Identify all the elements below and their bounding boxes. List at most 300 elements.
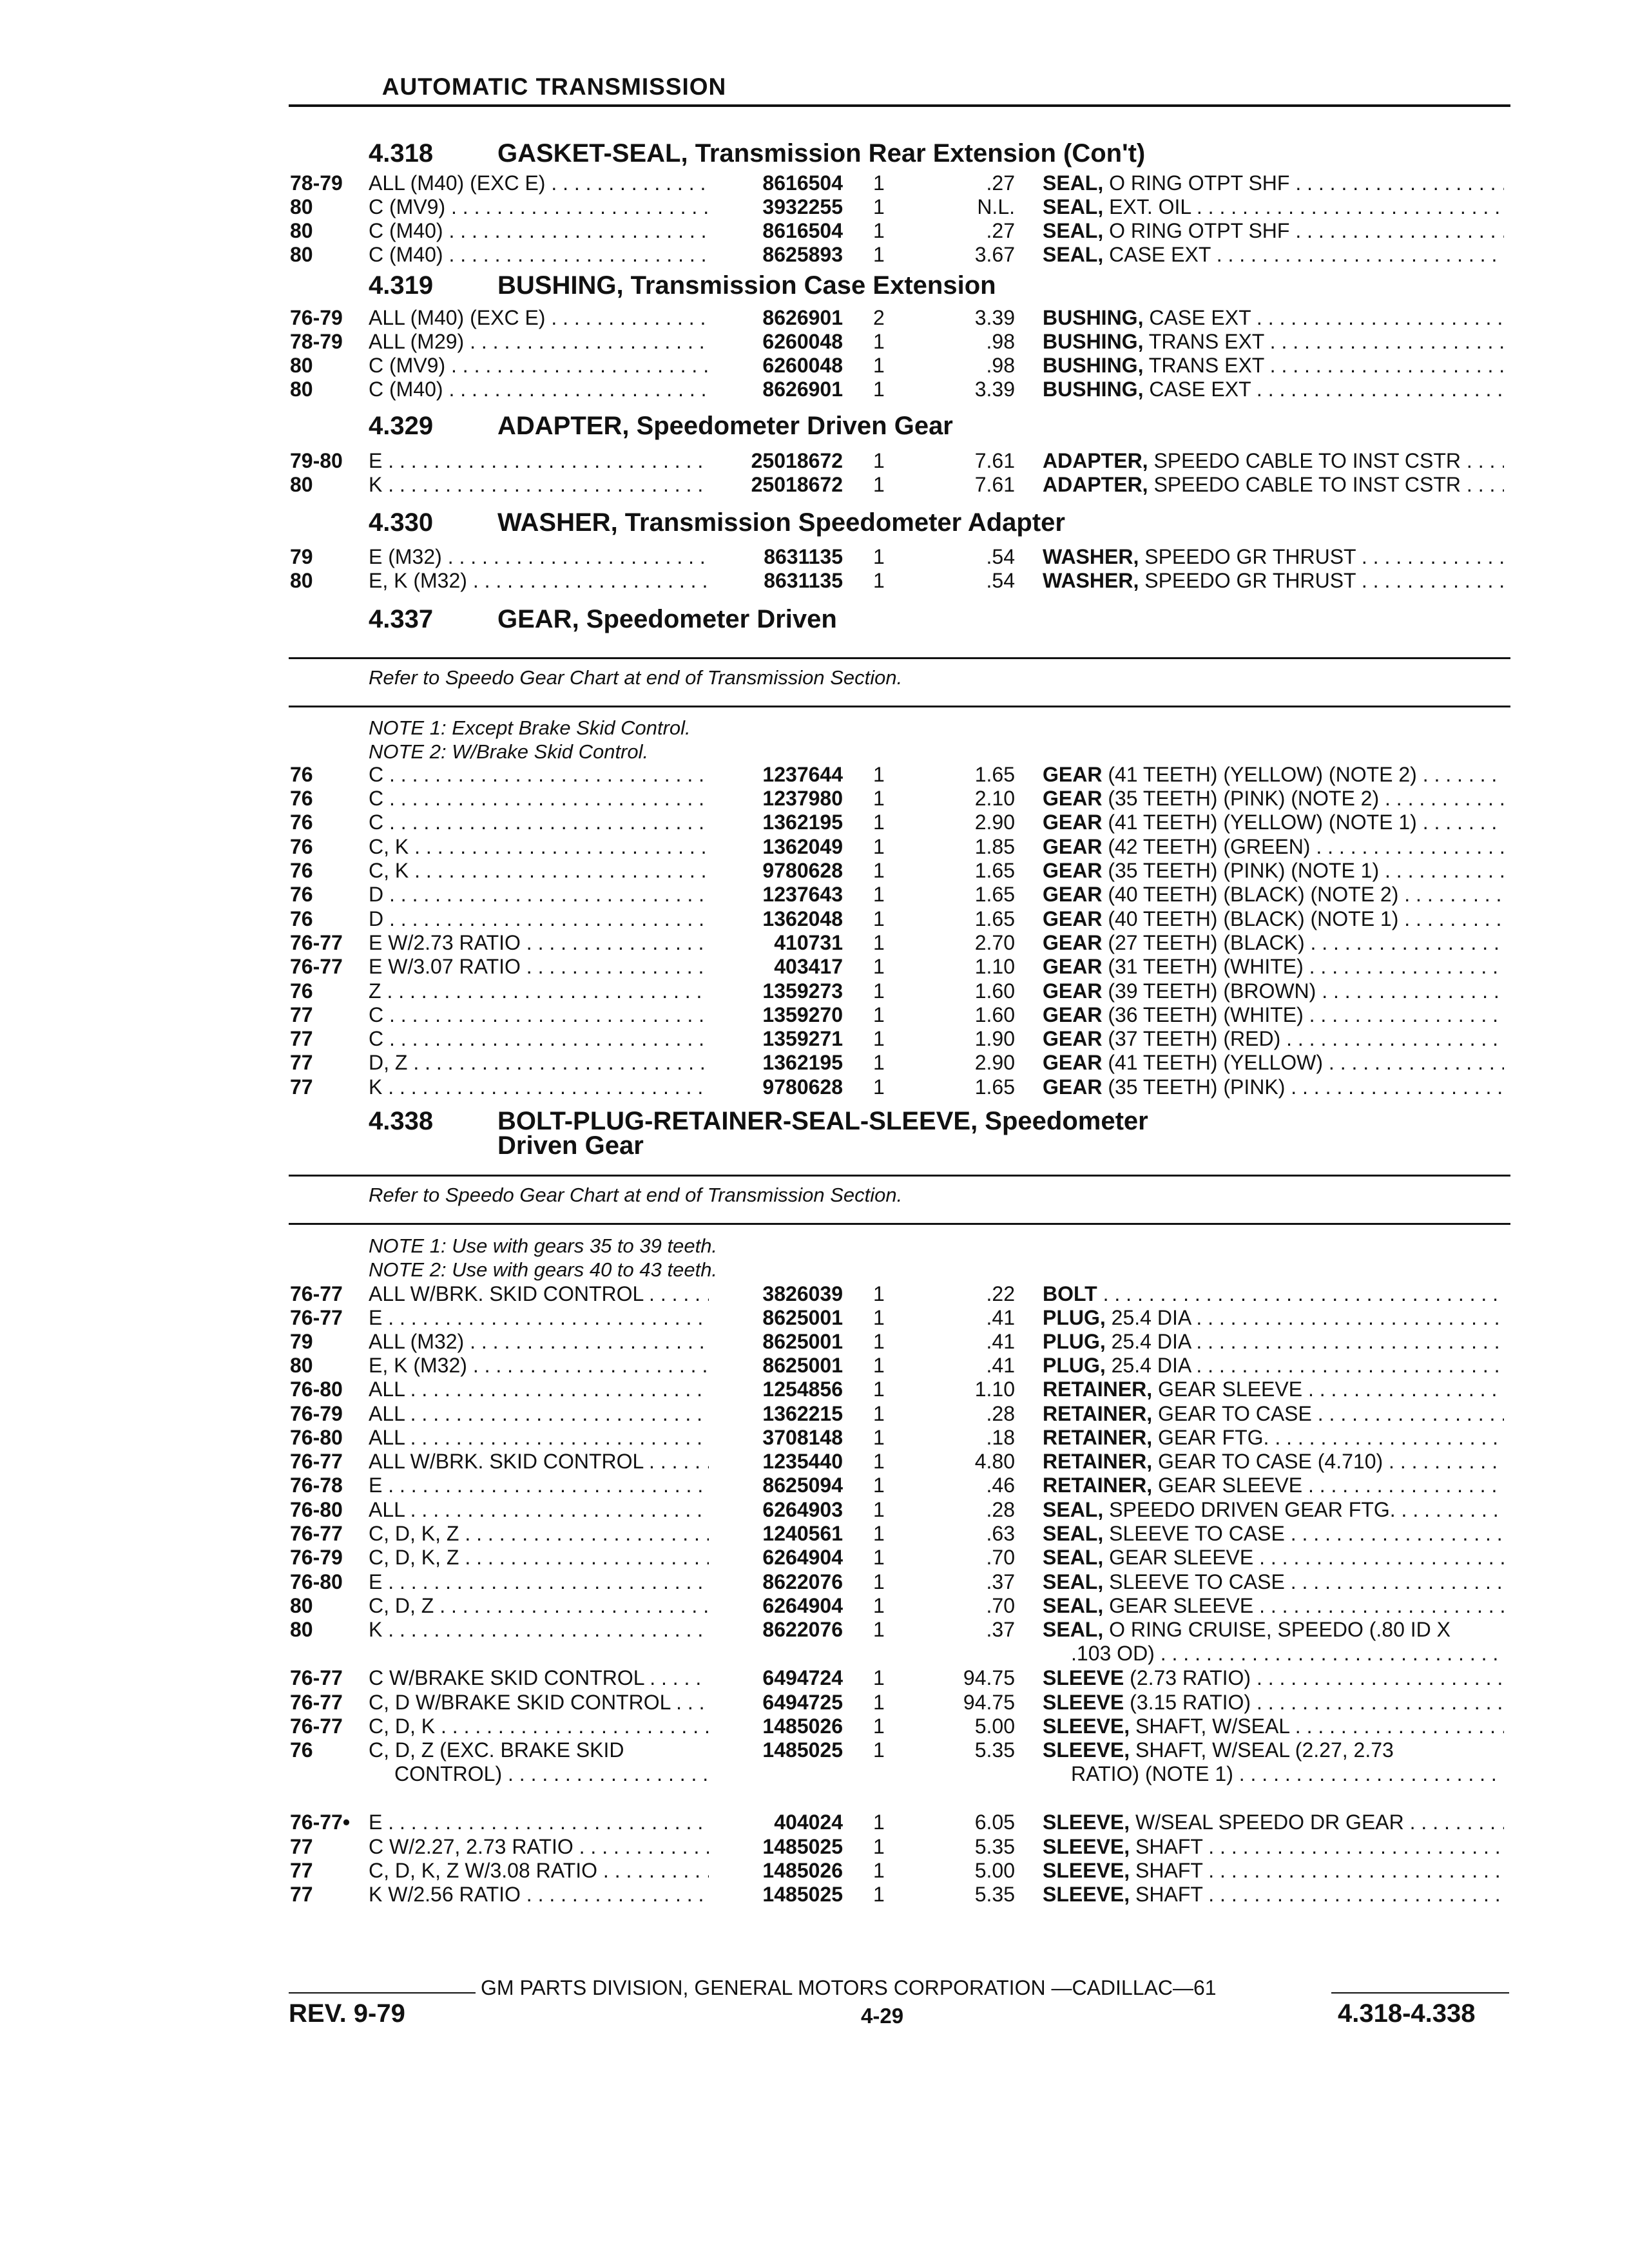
part-number: 1485026 — [762, 1715, 843, 1738]
description-keyword: RETAINER, — [1043, 1402, 1153, 1425]
section-name: BUSHING, Transmission Case Extension — [497, 271, 996, 300]
model-year: 78-79 — [290, 330, 343, 353]
description — [1043, 1450, 1504, 1473]
description — [1043, 545, 1504, 568]
description-keyword: SLEEVE, — [1043, 1811, 1130, 1834]
quantity: 1 — [873, 1594, 885, 1617]
price: 1.65 — [974, 907, 1015, 930]
price: .54 — [986, 545, 1015, 568]
part-number: 8625001 — [762, 1354, 843, 1377]
part-number: 1362049 — [762, 835, 843, 858]
parts-row — [0, 171, 1629, 195]
price: 2.10 — [974, 787, 1015, 810]
description-text: (37 TEETH) (RED) — [1108, 1027, 1281, 1050]
part-number: 1362195 — [762, 811, 843, 834]
price: 3.39 — [974, 306, 1015, 329]
parts-row-continued — [0, 1762, 1629, 1785]
description — [1043, 1426, 1504, 1449]
model-year: 76-77 — [290, 1282, 343, 1305]
price: 1.65 — [974, 1075, 1015, 1099]
part-number: 25018672 — [751, 473, 843, 496]
part-number: 1235440 — [762, 1450, 843, 1473]
application: E . . . — [369, 1306, 709, 1329]
price: 7.61 — [974, 449, 1015, 472]
application: ALL . . . — [369, 1402, 709, 1425]
model-year: 76-77 — [290, 1715, 343, 1738]
parts-row — [0, 931, 1629, 954]
price: .63 — [986, 1522, 1015, 1545]
part-number: 9780628 — [762, 1075, 843, 1099]
quantity: 1 — [873, 1883, 885, 1906]
description-keyword: GEAR — [1043, 1003, 1103, 1026]
description-keyword: SLEEVE, — [1043, 1883, 1130, 1906]
application: C (M40) . . . — [369, 219, 709, 242]
parts-row — [0, 811, 1629, 834]
quantity: 1 — [873, 1330, 885, 1353]
quantity: 1 — [873, 545, 885, 568]
parts-row — [0, 763, 1629, 786]
parts-row — [0, 195, 1629, 218]
application: C, D, K . . . — [369, 1715, 709, 1738]
price: 1.10 — [974, 1378, 1015, 1401]
price: 1.10 — [974, 955, 1015, 978]
parts-row — [0, 907, 1629, 930]
price: .41 — [986, 1354, 1015, 1377]
parts-row — [0, 1594, 1629, 1617]
part-number: 8626901 — [762, 306, 843, 329]
description — [1043, 354, 1504, 377]
description — [1043, 907, 1504, 930]
section-note: NOTE 2: Use with gears 40 to 43 teeth. — [369, 1258, 718, 1281]
quantity: 1 — [873, 1282, 885, 1305]
model-year: 76-77 — [290, 931, 343, 954]
part-number: 1362195 — [762, 1051, 843, 1074]
description — [1043, 1715, 1504, 1738]
description-continued: RATIO) (NOTE 1) . . . — [1071, 1762, 1504, 1785]
footer-rule-right — [1331, 1992, 1509, 1994]
part-number: 8625893 — [762, 243, 843, 266]
price: 1.90 — [974, 1027, 1015, 1050]
header-rule — [289, 104, 1510, 107]
description-text: O RING CRUISE, SPEEDO (.80 ID X — [1109, 1618, 1451, 1641]
section-note: NOTE 1: Except Brake Skid Control. — [369, 716, 691, 739]
description-keyword: SEAL, — [1043, 243, 1104, 266]
quantity: 1 — [873, 1354, 885, 1377]
application: ALL (M40) (EXC E) . . . — [369, 306, 709, 329]
part-number: 8616504 — [762, 171, 843, 195]
application: C W/BRAKE SKID CONTROL . . . — [369, 1666, 709, 1689]
parts-row-continued — [0, 1642, 1629, 1665]
section-title — [369, 1107, 1148, 1136]
description-keyword: BOLT — [1043, 1282, 1097, 1305]
application: C . . . — [369, 1027, 709, 1050]
description-keyword: PLUG, — [1043, 1330, 1106, 1353]
parts-row — [0, 1003, 1629, 1026]
description-text: 25.4 DIA — [1111, 1306, 1191, 1329]
quantity: 1 — [873, 1426, 885, 1449]
description — [1043, 1666, 1504, 1689]
description-text: W/SEAL SPEEDO DR GEAR — [1135, 1811, 1404, 1834]
section-rule — [289, 706, 1510, 707]
parts-row — [0, 449, 1629, 472]
model-year: 76-77• — [290, 1811, 351, 1834]
description-keyword: SLEEVE — [1043, 1691, 1124, 1714]
parts-row — [0, 859, 1629, 882]
quantity: 1 — [873, 473, 885, 496]
description-keyword: GEAR — [1043, 763, 1103, 786]
application: C (M40) . . . — [369, 378, 709, 401]
model-year: 80 — [290, 195, 313, 218]
description-text: SLEEVE TO CASE — [1109, 1522, 1285, 1545]
description-text: (35 TEETH) (PINK) — [1108, 1075, 1286, 1099]
footer-rule-left — [289, 1992, 476, 1994]
price: .27 — [986, 171, 1015, 195]
model-year: 80 — [290, 569, 313, 592]
refer-note: Refer to Speedo Gear Chart at end of Transmission Section. — [369, 666, 903, 689]
application: C, K . . . — [369, 859, 709, 882]
application: ALL . . . — [369, 1498, 709, 1521]
description-keyword: RETAINER, — [1043, 1378, 1153, 1401]
application: D, Z . . . — [369, 1051, 709, 1074]
part-number: 1237980 — [762, 787, 843, 810]
price: 1.85 — [974, 835, 1015, 858]
footer-section-range: 4.318-4.338 — [1338, 1999, 1476, 2028]
quantity: 1 — [873, 859, 885, 882]
description — [1043, 883, 1504, 906]
description-keyword: SEAL, — [1043, 1594, 1104, 1617]
parts-row — [0, 1426, 1629, 1449]
description-keyword: GEAR — [1043, 1051, 1103, 1074]
application: C, D, Z . . . — [369, 1594, 709, 1617]
description — [1043, 1003, 1504, 1026]
price: N.L. — [977, 195, 1015, 218]
description-keyword: GEAR — [1043, 787, 1103, 810]
quantity: 1 — [873, 1666, 885, 1689]
model-year: 76-79 — [290, 306, 343, 329]
description — [1043, 473, 1504, 496]
application: K . . . — [369, 1075, 709, 1099]
model-year: 80 — [290, 354, 313, 377]
price: .28 — [986, 1402, 1015, 1425]
description-text: O RING OTPT SHF — [1109, 171, 1290, 195]
parts-row — [0, 1402, 1629, 1425]
model-year: 76 — [290, 811, 313, 834]
application: C (MV9) . . . — [369, 354, 709, 377]
part-number: 8622076 — [762, 1618, 843, 1641]
quantity: 1 — [873, 1522, 885, 1545]
quantity: 1 — [873, 811, 885, 834]
price: 3.67 — [974, 243, 1015, 266]
description-text: EXT. OIL — [1109, 195, 1191, 218]
section-number: 4.337 — [369, 605, 434, 633]
description-keyword: SLEEVE, — [1043, 1859, 1130, 1882]
parts-row — [0, 1075, 1629, 1099]
part-number: 1485026 — [762, 1859, 843, 1882]
description-text: (39 TEETH) (BROWN) — [1108, 979, 1316, 1003]
description-text: (36 TEETH) (WHITE) — [1108, 1003, 1304, 1026]
description — [1043, 1075, 1504, 1099]
description-text: GEAR SLEEVE — [1157, 1378, 1303, 1401]
price: .37 — [986, 1570, 1015, 1593]
quantity: 1 — [873, 1691, 885, 1714]
description — [1043, 330, 1504, 353]
application: C . . . — [369, 1003, 709, 1026]
parts-row — [0, 1378, 1629, 1401]
quantity: 1 — [873, 378, 885, 401]
model-year: 76 — [290, 787, 313, 810]
application: C, D, K, Z . . . — [369, 1522, 709, 1545]
description — [1043, 1378, 1504, 1401]
section-title-continued: Driven Gear — [497, 1131, 644, 1160]
section-rule — [289, 1175, 1510, 1177]
section-name: GEAR, Speedometer Driven — [497, 605, 837, 633]
description — [1043, 1402, 1504, 1425]
description-keyword: RETAINER, — [1043, 1426, 1153, 1449]
parts-row — [0, 569, 1629, 592]
description — [1043, 195, 1504, 218]
price: 5.35 — [974, 1738, 1015, 1762]
quantity: 1 — [873, 955, 885, 978]
description-text: (35 TEETH) (PINK) (NOTE 2) — [1108, 787, 1380, 810]
section-title — [369, 605, 837, 634]
description-text: (41 TEETH) (YELLOW) (NOTE 1) — [1108, 811, 1417, 834]
model-year: 80 — [290, 243, 313, 266]
price: .28 — [986, 1498, 1015, 1521]
model-year: 76-77 — [290, 1306, 343, 1329]
description-keyword: SLEEVE, — [1043, 1738, 1130, 1762]
parts-row — [0, 1570, 1629, 1593]
price: 2.90 — [974, 1051, 1015, 1074]
price: 7.61 — [974, 473, 1015, 496]
refer-note: Refer to Speedo Gear Chart at end of Transmission Section. — [369, 1184, 903, 1206]
parts-row — [0, 1498, 1629, 1521]
application: ALL . . . — [369, 1426, 709, 1449]
model-year: 79-80 — [290, 449, 343, 472]
model-year: 76-77 — [290, 1691, 343, 1714]
price: 5.35 — [974, 1835, 1015, 1858]
description — [1043, 979, 1504, 1003]
price: .18 — [986, 1426, 1015, 1449]
quantity: 1 — [873, 763, 885, 786]
part-number: 8625001 — [762, 1306, 843, 1329]
quantity: 1 — [873, 883, 885, 906]
description-keyword: SEAL, — [1043, 1618, 1104, 1641]
model-year: 79 — [290, 545, 313, 568]
model-year: 77 — [290, 1835, 313, 1858]
parts-row — [0, 330, 1629, 353]
quantity: 1 — [873, 979, 885, 1003]
application: K . . . — [369, 473, 709, 496]
price: .70 — [986, 1594, 1015, 1617]
part-number: 6260048 — [762, 330, 843, 353]
price: .46 — [986, 1474, 1015, 1497]
description-keyword: BUSHING, — [1043, 354, 1144, 377]
description-keyword: SEAL, — [1043, 219, 1104, 242]
price: 94.75 — [963, 1666, 1015, 1689]
description — [1043, 449, 1504, 472]
section-name: WASHER, Transmission Speedometer Adapter — [497, 508, 1065, 537]
model-year: 77 — [290, 1075, 313, 1099]
description — [1043, 243, 1504, 266]
description-keyword: GEAR — [1043, 1027, 1103, 1050]
footer-publisher: GM PARTS DIVISION, GENERAL MOTORS CORPORATION —CADILLAC—61 — [481, 1976, 1217, 1999]
application: C (MV9) . . . — [369, 195, 709, 218]
part-number: 6494725 — [762, 1691, 843, 1714]
model-year: 76-80 — [290, 1498, 343, 1521]
description-text: GEAR TO CASE (4.710) — [1157, 1450, 1383, 1473]
description-text: CASE EXT — [1149, 378, 1251, 401]
parts-row — [0, 1282, 1629, 1305]
application: E, K (M32) . . . — [369, 1354, 709, 1377]
section-title — [369, 271, 996, 300]
model-year: 80 — [290, 1618, 313, 1641]
description-keyword: BUSHING, — [1043, 306, 1144, 329]
description — [1043, 787, 1504, 810]
price: 94.75 — [963, 1691, 1015, 1714]
description-text: (2.73 RATIO) — [1130, 1666, 1251, 1689]
price: .37 — [986, 1618, 1015, 1641]
description-text: (31 TEETH) (WHITE) — [1108, 955, 1304, 978]
parts-row — [0, 883, 1629, 906]
description — [1043, 171, 1504, 195]
part-number: 1485025 — [762, 1738, 843, 1762]
price: 1.65 — [974, 763, 1015, 786]
section-title — [369, 412, 953, 441]
description-keyword: PLUG, — [1043, 1306, 1106, 1329]
model-year: 76 — [290, 907, 313, 930]
application: ALL (M40) (EXC E) . . . — [369, 171, 709, 195]
description — [1043, 763, 1504, 786]
description — [1043, 811, 1504, 834]
parts-row — [0, 1715, 1629, 1738]
parts-row — [0, 1522, 1629, 1545]
part-number: 8626901 — [762, 378, 843, 401]
application: C, D, K, Z . . . — [369, 1546, 709, 1569]
quantity: 1 — [873, 195, 885, 218]
description-text: CASE EXT — [1109, 243, 1211, 266]
description — [1043, 1738, 1504, 1762]
quantity: 1 — [873, 569, 885, 592]
parts-row — [0, 1811, 1629, 1834]
application: K W/2.56 RATIO . . . — [369, 1883, 709, 1906]
model-year: 76-77 — [290, 1666, 343, 1689]
description — [1043, 1594, 1504, 1617]
description — [1043, 306, 1504, 329]
description — [1043, 569, 1504, 592]
description-keyword: SEAL, — [1043, 1522, 1104, 1545]
quantity: 1 — [873, 1835, 885, 1858]
part-number: 8616504 — [762, 219, 843, 242]
parts-row — [0, 1027, 1629, 1050]
description — [1043, 1618, 1504, 1641]
model-year: 77 — [290, 1859, 313, 1882]
quantity: 1 — [873, 1738, 885, 1762]
model-year: 76 — [290, 979, 313, 1003]
description — [1043, 1835, 1504, 1858]
part-number: 1359270 — [762, 1003, 843, 1026]
quantity: 1 — [873, 931, 885, 954]
description-text: GEAR SLEEVE — [1157, 1474, 1303, 1497]
part-number: 1485025 — [762, 1883, 843, 1906]
quantity: 1 — [873, 1027, 885, 1050]
description-text: GEAR FTG. — [1157, 1426, 1269, 1449]
application: ALL (M29) . . . — [369, 330, 709, 353]
part-number: 3826039 — [762, 1282, 843, 1305]
description-keyword: GEAR — [1043, 859, 1103, 882]
description-text: SPEEDO CABLE TO INST CSTR — [1153, 449, 1461, 472]
description-text: 25.4 DIA — [1111, 1330, 1191, 1353]
part-number: 1237643 — [762, 883, 843, 906]
description-keyword: SEAL, — [1043, 171, 1104, 195]
quantity: 1 — [873, 835, 885, 858]
part-number: 3708148 — [762, 1426, 843, 1449]
price: 5.35 — [974, 1883, 1015, 1906]
model-year: 80 — [290, 1354, 313, 1377]
part-number: 6264904 — [762, 1594, 843, 1617]
price: 5.00 — [974, 1859, 1015, 1882]
application: E W/2.73 RATIO . . . — [369, 931, 709, 954]
description — [1043, 1859, 1504, 1882]
price: .22 — [986, 1282, 1015, 1305]
quantity: 1 — [873, 1859, 885, 1882]
description-keyword: GEAR — [1043, 835, 1103, 858]
application: C, D, Z (EXC. BRAKE SKID — [369, 1738, 624, 1762]
model-year: 77 — [290, 1883, 313, 1906]
parts-row — [0, 1051, 1629, 1074]
description-text: (27 TEETH) (BLACK) — [1108, 931, 1305, 954]
section-rule — [289, 657, 1510, 659]
description-keyword: GEAR — [1043, 979, 1103, 1003]
model-year: 77 — [290, 1051, 313, 1074]
model-year: 76-79 — [290, 1546, 343, 1569]
section-rule — [289, 1223, 1510, 1225]
part-number: 1362215 — [762, 1402, 843, 1425]
description-keyword: BUSHING, — [1043, 330, 1144, 353]
application: K . . . — [369, 1618, 709, 1641]
quantity: 1 — [873, 1811, 885, 1834]
description — [1043, 1883, 1504, 1906]
price: .70 — [986, 1546, 1015, 1569]
quantity: 1 — [873, 330, 885, 353]
section-name: GASKET-SEAL, Transmission Rear Extension (Con't) — [497, 139, 1146, 168]
parts-row — [0, 1330, 1629, 1353]
description-text: SPEEDO GR THRUST — [1144, 545, 1356, 568]
description-keyword: GEAR — [1043, 955, 1103, 978]
description-text: GEAR SLEEVE — [1109, 1594, 1254, 1617]
parts-row — [0, 1354, 1629, 1377]
description — [1043, 1546, 1504, 1569]
description-text: SHAFT, W/SEAL (2.27, 2.73 — [1135, 1738, 1394, 1762]
price: 5.00 — [974, 1715, 1015, 1738]
description-keyword: WASHER, — [1043, 569, 1139, 592]
model-year: 80 — [290, 378, 313, 401]
part-number: 8622076 — [762, 1570, 843, 1593]
description-keyword: SLEEVE, — [1043, 1715, 1130, 1738]
description-text: SHAFT — [1135, 1859, 1203, 1882]
quantity: 1 — [873, 1474, 885, 1497]
description — [1043, 1474, 1504, 1497]
price: 1.65 — [974, 883, 1015, 906]
description — [1043, 1811, 1504, 1834]
part-number: 3932255 — [762, 195, 843, 218]
model-year: 76 — [290, 859, 313, 882]
description — [1043, 1306, 1504, 1329]
model-year: 79 — [290, 1330, 313, 1353]
description-keyword: SEAL, — [1043, 195, 1104, 218]
description-text: 25.4 DIA — [1111, 1354, 1191, 1377]
page-header-title: AUTOMATIC TRANSMISSION — [381, 73, 727, 100]
description — [1043, 931, 1504, 954]
